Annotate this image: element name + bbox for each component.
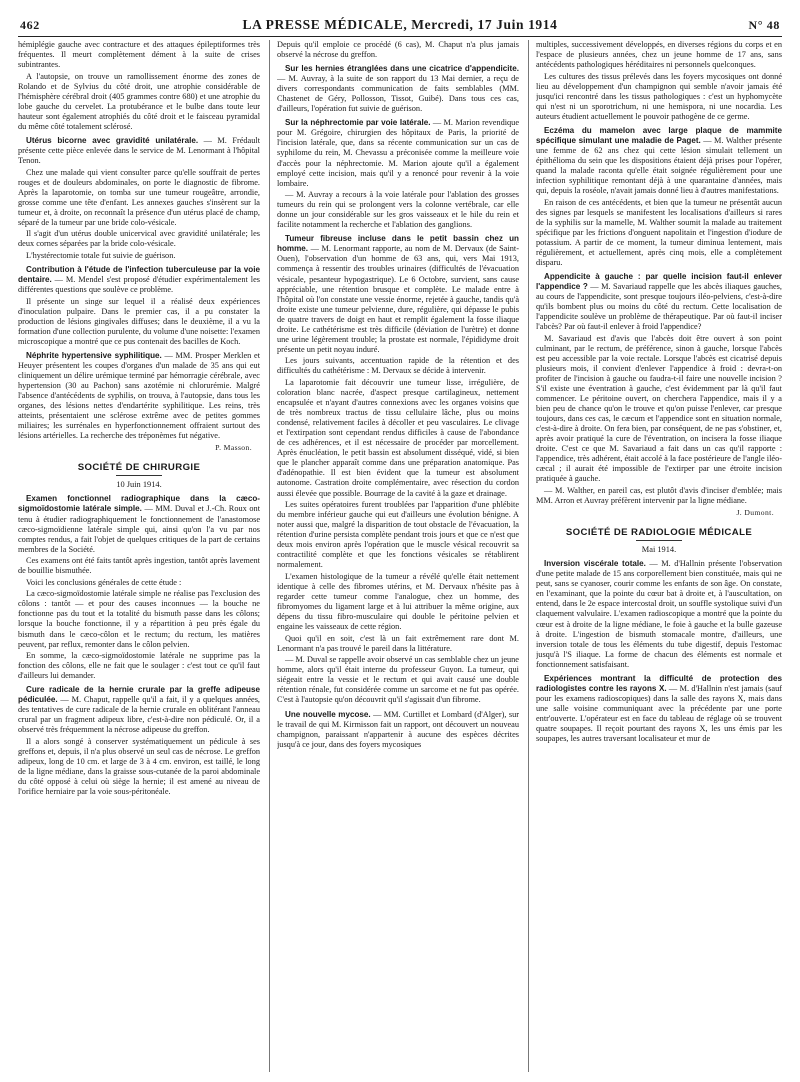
header-rule [18,36,782,37]
article-heading: Expériences montrant la difficulté de protection des radiologistes contre les rayons X. [536,673,782,693]
paragraph: Il présente un singe sur lequel il a réalisé deux expériences d'inoculation pulpaire. Dans le premier cas, il a pu constater la production de lésions gingivales diffuses; dans le deuxième, il a vu la formation d'une collection purulente, du volume d'une noisette: l'examen microscopique a montré que ce pus contenait des bacilles de Koch. [18,296,260,346]
paragraph: Les suites opératoires furent troublées par l'apparition d'une phlébite du membre inférieur gauche qui eut d'ailleurs une évolution bénigne. A noter aussi que, malgré la disparition de tout obstacle de l'évacuation, la rétention d'urine persista complète pendant trois jours et que ce n'est que deux mois environ après l'opération que le muscle vésical recouvrit sa contractilité complète et que les fonctions vésicales se rétablirent normalement. [277,500,519,570]
paragraph: A l'autopsie, on trouve un ramollissement énorme des zones de Rolando et de Sylvius du côté droit, une atrophie considérable de l'hémisphère cérébral droit (405 grammes contre 680) et une atrophie du lobe gauche du cervelet. La protubérance et le bulbe dans toute leur hauteur sont également atrophiés du côté droit et le faisceau pyramidal du même côté totalement sclérosé. [18,71,260,131]
article-text: — M. Auvray, à la suite de son rapport du 13 Mai dernier, a reçu de divers correspondants communication de faits semblables (MM. Chastenet de Géry, Pollosson, Tissot, Guibé). Dans tous ces cas, d'ailleurs, l'opération fut suivie de guérison. [277,74,519,114]
article-text: — M. Chaput, rappelle qu'il a fait, il y a quelques années, des tentatives de cure radicale de la hernie crurale en oblitérant l'anneau crural par un fragment adipeux libre, c'est-à-dire non pédiculé. Or, il a observé très fréquemment la nécrose adipeuse du greffon. [18,695,260,735]
article-text: — M. Marion revendique pour M. Grégoire, chirurgien des hôpitaux de Paris, la priorité de l'incision latérale, que, dans sa récente communication sur un cas de syphilome du rein, M. Chevassu a préconisée comme la meilleure voie d'accès pour la néphrectomie. M. Marion ajoute qu'il a également employé cette incision, mais qu'il y a renoncé pour revenir à la voie lombaire. [277,118,519,188]
article-item [277,64,519,114]
paragraph: En somme, la cæco-sigmoïdostomie latérale ne supprime pas la fonction des côlons, elle ne fait que le soulager : c'est tout ce qu'il faut d'ailleurs lui demander. [18,651,260,681]
paragraph: Il a alors songé à conserver systématiquement un pédicule à ses greffons et, depuis, il n'a plus observé un seul cas de nécrose. Le greffon adipeux, long de 10 cm. et large de 3 à 4 cm. environ, est taillé, le long de la ligne médiane, dans la graisse sous-cutanée de la paroi abdominale du côté opposé à celui où siège la hernie; il est amené au niveau de l'orifice herniaire par la voie sous-péritonéale. [18,737,260,797]
paragraph: Chez une malade qui vient consulter parce qu'elle souffrait de pertes rouges et de douleurs abdominales, on porte le diagnostic de fibrome. Après la laparotomie, on tomba sur une tumeur rougeâtre, arrondie, grosse comme une tête d'enfant. Les annexes gauches s'insèrent sur la tumeur et, à droite, on reconnaît la présence d'un utérus placé de champ, séparé de la tumeur par une bride colo-vésicale. [18,167,260,227]
paragraph: La cæco-sigmoïdostomie latérale simple ne réalise pas l'exclusion des côlons : tantôt — et pour des causes inconnues — la bouche ne fonctionne pas du tout et la totalité du bismuth passe dans les côlons; lorsque la bouche fonctionne, il y a répartition à peu près égale du bismuth dans le cæco-côlon et le rectum; du rectum, les matières peuvent, par reflux, remonter dans le côlon pelvien. [18,589,260,649]
paragraph: Il s'agit d'un utérus double unicervical avec gravidité unilatérale; les deux cornes séparées par la bride colo-vésicale. [18,229,260,249]
article-heading: Examen fonctionnel radiographique dans la cæco-sigmoïdostomie latérale simple. [18,494,260,514]
column-1 [18,40,260,1072]
article-text: — M. Frédault présente cette pièce enlevée dans le service de M. Lenormant à l'hôpital Tenon. [18,135,260,166]
page-number: 462 [20,18,40,32]
article-text: — M. Savariaud rappelle que les abcès iliaques gauches, au cours de l'appendicite, sont presque toujours iléo-pelviens, c'est-à-dire qu'ils bombent plus ou moins du côté du rectum. Cette localisation de l'appendicite soulève un problème de thérapeutique. Par où faut-il inciser l'abcès? Par où faut-il enlever à froid l'appendice? [536,282,782,332]
paragraph: multiples, successivement développés, en diverses régions du corps et en l'espace de plusieurs années, chez un jeune homme de 17 ans, sans antécédents pathologiques héréditaires ni personnels quelconques. [536,40,782,70]
article-item [536,126,782,196]
article-text: — MM. Duval et J.-Ch. Roux ont tenu à étudier radiographiquement le fonctionnement de l'anastomose cæco-sigmoïdienne latérale simple qui, ainsi qu'on l'a vu par nos comptes rendus, a fait l'objet de quelques critiques de la part de certains membres de la Société. [18,504,260,554]
article-text: — M. d'Hallnin n'est jamais (sauf pour les examens radioscopiques) dans la salle des rayons X, mais dans une salle voisine communiquant avec la précédente par une porte entr'ouverte. L'opérateur est en face du tableau de réglage où se trouvent quatre soupapes. Il reçoit pourtant des rayons X, les uns émis par les soupapes, les autres traversant localisateur et mur de [536,683,782,744]
paragraph: Les jours suivants, accentuation rapide de la rétention et des difficultés du cathétérisme : M. Dervaux se décide à intervenir. [277,356,519,376]
article-item [277,234,519,355]
paragraph: — M. Duval se rappelle avoir observé un cas semblable chez un jeune homme, alors qu'il était interne du professeur Guyon. La tumeur, qui siégeait entre la vessie et le rectum et qui avait causé une double rétention rénale, fut considérée comme un sarcome et ne fut pas opérée. C'est à l'autopsie qu'on découvrit qu'il s'agissait d'un fibrome. [277,655,519,705]
section-title: SOCIÉTÉ DE CHIRURGIE [77,462,201,474]
article-heading: Sur les hernies étranglées dans une cicatrice d'appendicite. [285,64,519,74]
paragraph: — M. Auvray a recours à la voie latérale pour l'ablation des grosses tumeurs du rein qui se prolongent vers la colonne vertébrale, car elle donne un jour considérable sur les gros vaisseaux et le hile du rein et facilite notamment la recherche et l'ablation des ganglions. [277,190,519,230]
paragraph: Ces examens ont été faits tantôt après ingestion, tantôt après lavement de bouillie bismuthée. [18,556,260,576]
paragraph: Quoi qu'il en soit, c'est là un fait extrêmement rare dont M. Lenormant n'a pas trouvé le pareil dans la littérature. [277,633,519,653]
column-divider [269,40,270,1072]
section-rule [116,475,162,476]
article-heading: Inversion viscérale totale. [544,559,646,569]
article-heading: Néphrite hypertensive syphilitique. [26,350,162,360]
section-title: SOCIÉTÉ DE RADIOLOGIE MÉDICALE [565,527,753,539]
article-item [536,674,782,744]
article-heading: Utérus bicorne avec gravidité unilatérale. [26,135,199,145]
article-item [18,351,260,441]
article-text: — MM. Prosper Merklen et Heuyer présentent les coupes d'organes d'un malade de 35 ans qui eut cliniquement un délire urémique terminé par hémorragie cérébrale, avec hypertension (30 au Pachon) sans azotémie ni chlorurémie. Malgré l'absence d'antécédents de syphilis, on trouva, à l'autopsie, dans tous les organes, des lésions nettes d'endartérite syphilitique. Les reins, très atteints, présentaient une sclérose extrême avec de petites gommes miliaires; les surrénales en hyperfonctionnement offraient surtout des lésions artérielles. La recherche des tréponèmes fut négative. [18,350,260,441]
article-item [277,118,519,188]
article-heading: Eczéma du mamelon avec large plaque de mammite spécifique simulant une maladie de Paget. [536,125,782,145]
paragraph: Les cultures des tissus prélevés dans les foyers mycosiques ont donné lieu au développement d'un champignon qui semble n'avoir jamais été jusqu'ici rencontré dans les tissus pathologiques : c'est un hyphomycète qui n'est ni un sporotrichum, ni une hemispora, ni une nocardia. Les auteurs étudient actuellement le pouvoir pathogène de ce germe. [536,71,782,121]
column-divider [528,40,529,1072]
article-text: — M. Lenormant rapporte, au nom de M. Dervaux (de Saint-Ouen), l'observation d'un homme de 63 ans, qui, vers Mai 1913, commença à ressentir des troubles urinaires (difficultés de l'évacuation vésicale, pesanteur hypogastrique). Le 6 Octobre, survient, sans cause appréciable, une rétention brusque et complète. Le malade entre à l'hôpital où l'on constate une vessie énorme, rejetée à gauche, tandis qu'à droite existe une tumeur pelvienne, dure, régulière, qui dépasse le pubis de quatre travers de doigt en haut et remplit également la fosse iliaque droite. Le cathétérisme est très difficile (déviation de l'urètre) et donne une urine légèrement trouble; la prostate est normale, l'épididyme droit présente un petit noyau induré. [277,244,519,354]
author-signature: J. Dumont. [736,508,774,518]
paragraph: En raison de ces antécédents, et bien que la tumeur ne présentât aucun des signes par lesquels se manifestent les localisations d'ailleurs si rares de la syphilis sur la mamelle, M. Walther soumit la malade au traitement spécifique par les frictions d'onguent napolitain et l'ingestion d'iodure de potassium. A partir de ce moment, la tumeur diminua lentement, mais régulièrement, et actuellement, après cinq mois, elle a complètement disparu. [536,197,782,267]
section-date: 10 Juin 1914. [116,480,162,490]
section-rule [636,540,682,541]
article-heading: Sur la néphrectomie par voie latérale. [285,118,431,128]
article-heading: Tumeur fibreuse incluse dans le petit bassin chez un homme. [277,234,519,254]
article-heading: Cure radicale de la hernie crurale par la greffe adipeuse pédiculée. [18,685,260,705]
article-item [18,494,260,554]
paragraph: L'examen histologique de la tumeur a révélé qu'elle était nettement identique à celle des fibromes utérins, et M. Dervaux n'hésite pas à regarder cette tumeur comme l'analogue, chez un homme, des fibromyomes du ligament large et à lui attribuer la même origine, aux dépens du tissu fibro-musculaire qui double le péritoine pelvien et engaine les vaisseaux de cette région. [277,571,519,632]
paragraph: Voici les conclusions générales de cette étude : [26,577,182,587]
paragraph: M. Savariaud est d'avis que l'abcès doit être ouvert à son point culminant, par le rectum, de préférence, sinon à gauche, lorsque l'abcès est peu accessible par la voie rectale. Lorsque l'abcès est cicatrisé depuis plusieurs mois, il convient d'enlever l'appendice à froid : devra-t-on profiter de l'incision à gauche ou faudra-t-il faire une nouvelle incision ? S'il existe une éventration à gauche, c'est évidemment par là qu'il faut commencer. Le péritoine ouvert, on cherchera l'appendice, mais il y a bien peu de chance qu'on le trouve et qu'on puisse l'enlever, car presque toujours, dans ces cas, le cæcum et l'appendice sont en situation normale, c'est-à-dire à droite. On fera bien, par conséquent, de ne pas s'obstiner, et, après avoir pratiqué la cure de l'éventration, on incisera la fosse iliaque droite. C'est ce que M. Savariaud a fait dans un cas qu'il rapporte : l'appendice, très adhérent, était accolé à la face postérieure de l'angle iléo-cæcal ; il aurait été impossible de l'extirper par une étroite incision pratiquée à gauche. [536,333,782,484]
article-text: — M. Walther présente une femme de 62 ans chez qui cette lésion simulait tellement un épithélioma du sein que les dispositions étaient déjà prises pour l'opérer, quand la malade raconta qu'elle était soignée régulièrement pour une infection syphilitique remontant déjà à une quarantaine d'années, mais qui, depuis la roséole, n'avait jamais donné lieu à d'autres manifestations. [536,135,782,196]
article-text: — M. Mendel s'est proposé d'étudier expérimentalement les différentes questions que soulève ce problème. [18,275,260,295]
issue-number: N° 48 [748,18,780,32]
article-heading: Appendicite à gauche : par quelle incision faut-il enlever l'appendice ? [536,272,782,292]
paragraph: hémiplégie gauche avec contracture et des attaques épileptiformes très fréquentes. Il meurt complètement dément à la suite de crises subintrantes. [18,40,260,70]
journal-title: LA PRESSE MÉDICALE, Mercredi, 17 Juin 1914 [242,17,558,32]
article-text: — MM. Curtillet et Lombard (d'Alger), sur le travail de qui M. Kirmisson fait un rapport, ont découvert un nouveau champignon, paraissant n'appartenir à aucune des espèces décrites jusqu'à ce jour, dans des foyers mycosiques [277,709,519,749]
author-signature: P. Masson. [215,443,252,453]
paragraph: La laparotomie fait découvrir une tumeur lisse, irrégulière, de coloration blanc nacrée, d'aspect presque cartilagineux, nettement encapsulée et n'ayant d'autres connexions avec les organes voisins que de très nombreux tractus de tissu cellulaire lâche, plus ou moins condensé, relativement faciles à décoller et peu vasculaires. Le clivage et l'extirpation sont cependant rendus difficiles à cause de l'abondance de ces adhérences, et il est nécessaire de procéder par morcellement. Après énucléation, le petit bassin est absolument disséqué, vidé, si bien que le plancher apparaît comme dans une préparation anatomique. Pas d'adénopathie. Il est bien évident que la tumeur est absolument autonome. Castration droite complémentaire, avec résection du cordon aussi élevée que possible. Bourrage de la cavité à la gaze et drainage. [277,378,519,498]
article-item [18,136,260,166]
paragraph: Depuis qu'il emploie ce procédé (6 cas), M. Chaput n'a plus jamais observé la nécrose du greffon. [277,40,519,60]
article-heading: Contribution à l'étude de l'infection tuberculeuse par la voie dentaire. [18,264,260,285]
article-heading: Une nouvelle mycose. [285,709,371,719]
article-item [277,710,519,750]
paragraph: L'hystérectomie totale fut suivie de guérison. [26,250,176,260]
article-item [18,685,260,735]
article-item [536,559,782,670]
page-header [18,14,782,36]
section-date: Mai 1914. [641,545,677,555]
article-text: — M. d'Hallnin présente l'observation d'une petite malade de 15 ans corporellement bien constituée, mais qui ne peut, sans se cyanoser, courir comme les enfants de son âge. On constate, en l'examinant, que la pointe du cœur bat à droite et, à l'auscultation, on entend, dans le 2e espace intercostal droit, un souffle systolique suivi d'un claquement valvulaire. L'examen radioscopique a montré que la pointe du cœur est à droite de la ligne médiane, le foie à gauche et la bulle gazeuse à droite. L'ingestion de bismuth stomacale montre, d'ailleurs, une inversion totale de tous les éléments du tube digestif, depuis l'estomac jusqu'à l'S iliaque. La forme de chacun des éléments est normale et fonctionnement satisfaisant. [536,559,782,669]
column-2 [277,40,519,1072]
column-3 [536,40,782,1072]
article-item [536,272,782,332]
article-item [18,265,260,295]
paragraph: — M. Walther, en pareil cas, est plutôt d'avis d'inciser d'emblée; mais MM. Arron et Auvray préfèrent intervenir par la ligne médiane. [536,486,782,506]
